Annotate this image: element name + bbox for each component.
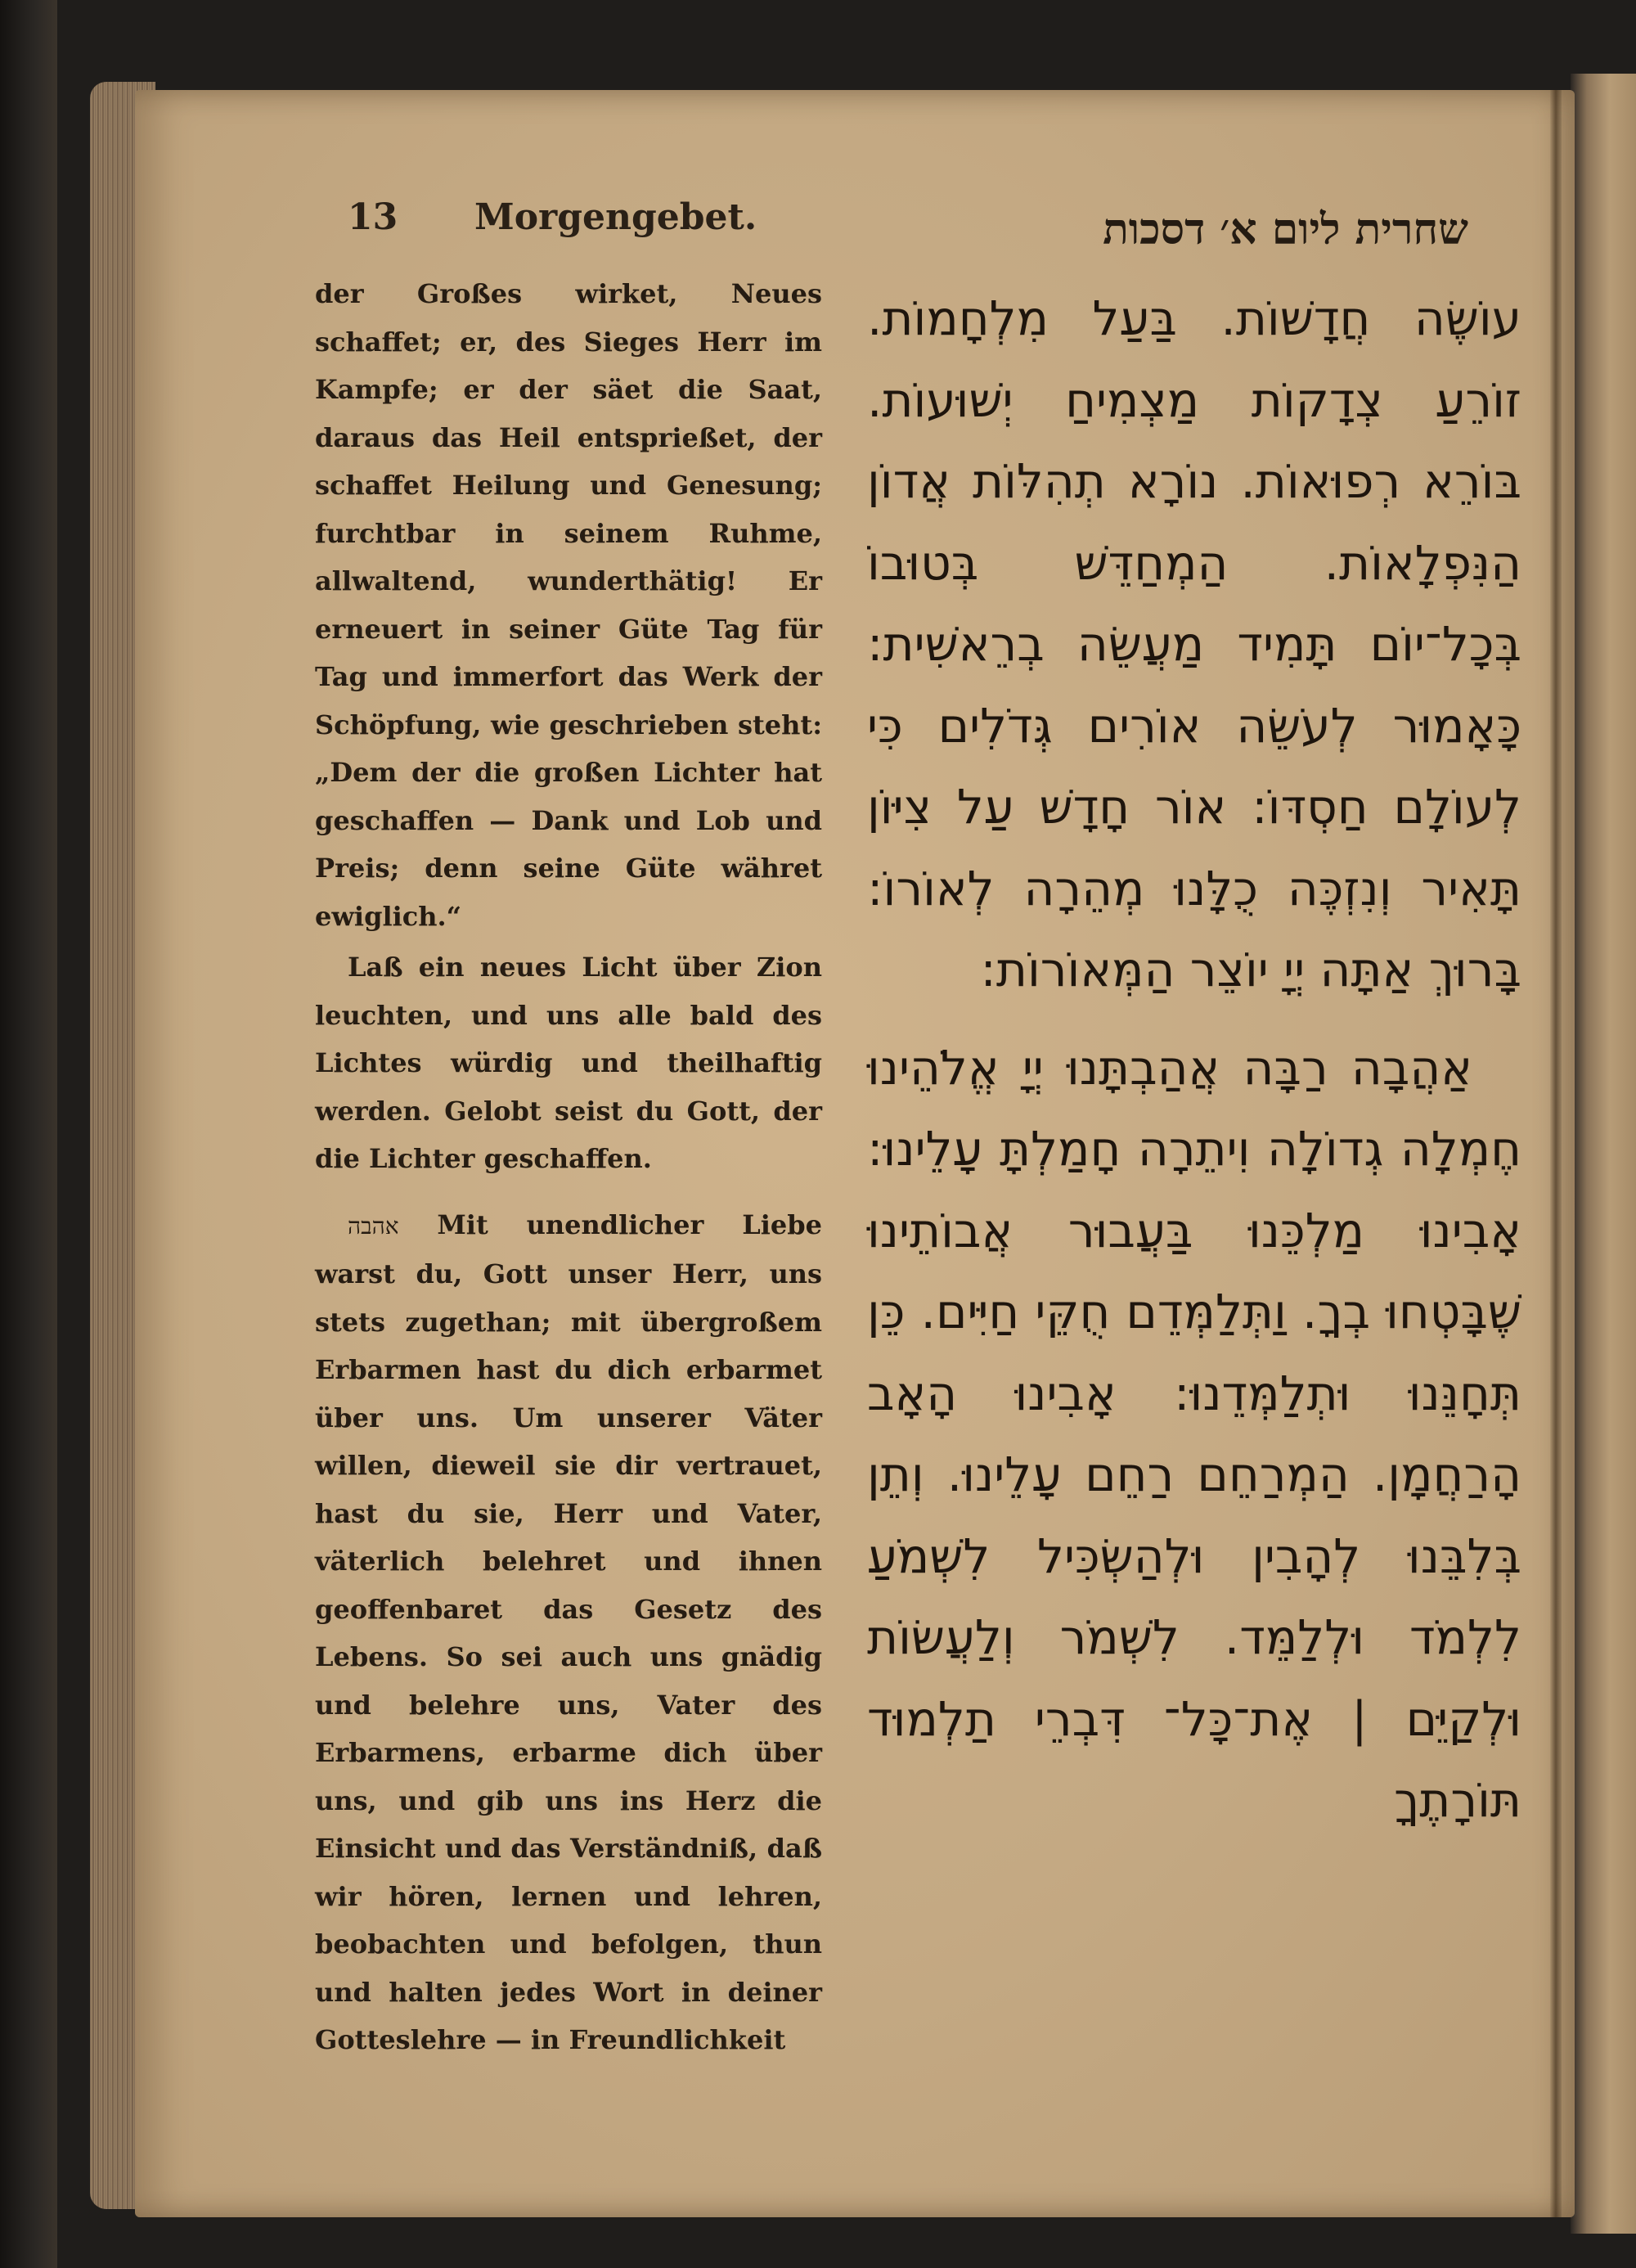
hebrew-prayer-column: [867, 278, 1521, 1842]
german-paragraph: [315, 1201, 822, 2064]
hebrew-paragraph: עוֹשֶׂה חֲדָשׁוֹת. בַּעַל מִלְחָמוֹת. זוֹרֵעַ צְדָקוֹת מַצְמִיחַ יְשׁוּעוֹת. בּוֹרֵא רְפוּאוֹת. נוֹרָא תְהִלּוֹת אֲדוֹן הַנִּפְלָאוֹת. הַמְחַדֵּשׁ בְּטוּבוֹ בְּכָל־יוֹם תָּמִיד מַעֲשֵׂה בְרֵאשִׁית: כָּאָמוּר לְעֹשֵׂה אוֹרִים גְּדֹלִים כִּי לְעוֹלָם חַסְדּוֹ: אוֹר חָדָשׁ עַל צִיּוֹן תָּאִיר וְנִזְכֶּה כֻלָּנוּ מְהֵרָה לְאוֹרוֹ: בָּרוּךְ אַתָּה יְיָ יוֹצֵר הַמְּאוֹרוֹת:: [867, 290, 1521, 997]
page-gutter: [1550, 90, 1562, 2217]
book-cover-edge: [0, 0, 57, 2268]
page-number: 13: [348, 196, 398, 238]
hebrew-catchword: אהבה: [348, 1212, 399, 1240]
german-paragraph-text: Mit unendlicher Liebe warst du, Gott unser Herr, uns stets zugethan; mit übergroßem Erbarmen hast du dich erbarmet über uns. Um unserer Väter willen, dieweil sie dir vertrauet, hast du sie, Herr und Vater, väterlich belehret und ihnen geoffenbaret das Gesetz des Lebens. So sei auch uns gnädig und belehre uns, Vater des Erbarmens, erbarme dich über uns, und gib uns ins Herz die Einsicht und das Verständniß, daß wir hören, lernen und lehren, beobachten und befolgen, thun und halten jedes Wort in deiner Gotteslehre — in Freundlichkeit: [315, 1208, 823, 2055]
german-paragraph: Laß ein neues Licht über Zion leuchten, und uns alle bald des Lichtes würdig und theilhaftig werden. Gelobt seist du Gott, der die Lichter geschaffen.: [315, 952, 822, 1174]
german-paragraph: der Großes wirket, Neues schaffet; er, des Sieges Herr im Kampfe; er der säet die Saat, daraus das Heil entsprießet, der schaffet Heilung und Genesung; furchtbar in seinem Ruhme, allwaltend, wunderthätig! Er erneuert in seiner Güte Tag für Tag und immerfort das Werk der Schöpfung, wie geschrieben steht: „Dem der die großen Lichter hat geschaffen — Dank und Lob und Preis; denn seine Güte währet ewiglich.“: [315, 278, 822, 932]
german-translation-column: [315, 270, 822, 2064]
facing-page-edge: [1571, 74, 1636, 2234]
running-header-german: [348, 196, 757, 238]
hebrew-title: שחרית ליום א׳ דסכות: [1103, 205, 1468, 254]
hebrew-paragraph: אַהֲבָה רַבָּה אֲהַבְתָּנוּ יְיָ אֱלֹהֵינוּ חֶמְלָה גְדוֹלָה וִיתֵרָה חָמַלְתָּ עָלֵינוּ: אָבִינוּ מַלְכֵּנוּ בַּעֲבוּר אֲבוֹתֵינוּ שֶׁבָּטְחוּ בְךָ. וַתְּלַמְּדֵם חֻקֵּי חַיִּים. כֵּן תְּחָנֵּנוּ וּתְלַמְּדֵנוּ: אָבִינוּ הָאָב הָרַחֲמָן. הַמְרַחֵם רַחֵם עָלֵינוּ. וְתֵן בְּלִבֵּנוּ לְהָבִין וּלְהַשְׂכִּיל לִשְׁמֹעַ לִלְמֹד וּלְלַמֵּד. לִשְׁמֹר וְלַעֲשׂוֹת וּלְקַיֵּם | אֶת־כָּל־ דִּבְרֵי תַלְמוּד תּוֹרָתֶךָ: [867, 1039, 1521, 1828]
german-title: Morgengebet.: [474, 196, 757, 238]
